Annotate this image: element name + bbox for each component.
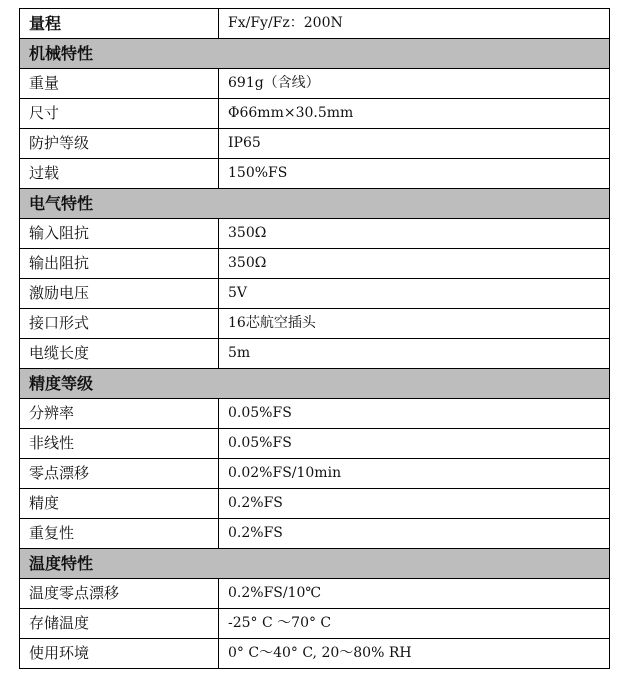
spec-row bbox=[20, 399, 610, 429]
spec-row bbox=[20, 639, 610, 669]
spec-label: 过载 bbox=[20, 159, 219, 189]
spec-value: 5V bbox=[219, 279, 610, 309]
spec-label: 激励电压 bbox=[20, 279, 219, 309]
section-header-row bbox=[20, 189, 610, 219]
spec-label: 非线性 bbox=[20, 429, 219, 459]
spec-row bbox=[20, 309, 610, 339]
spec-label: 尺寸 bbox=[20, 99, 219, 129]
spec-row bbox=[20, 339, 610, 369]
spec-row bbox=[20, 159, 610, 189]
spec-value: 350Ω bbox=[219, 249, 610, 279]
spec-row bbox=[20, 519, 610, 549]
section-title: 温度特性 bbox=[20, 549, 610, 579]
spec-label: 分辨率 bbox=[20, 399, 219, 429]
spec-row bbox=[20, 99, 610, 129]
spec-label: 零点漂移 bbox=[20, 459, 219, 489]
spec-label: 输出阻抗 bbox=[20, 249, 219, 279]
spec-row bbox=[20, 219, 610, 249]
spec-value: 16芯航空插头 bbox=[219, 309, 610, 339]
spec-row bbox=[20, 69, 610, 99]
spec-row bbox=[20, 429, 610, 459]
spec-value: 691g（含线） bbox=[219, 69, 610, 99]
section-title: 机械特性 bbox=[20, 39, 610, 69]
spec-value: 0.05%FS bbox=[219, 399, 610, 429]
section-title: 电气特性 bbox=[20, 189, 610, 219]
spec-value: 0.2%FS/10℃ bbox=[219, 579, 610, 609]
spec-value: Fx/Fy/Fz：200N bbox=[219, 9, 610, 39]
spec-value: 0° C～40° C, 20～80% RH bbox=[219, 639, 610, 669]
spec-row bbox=[20, 579, 610, 609]
spec-row bbox=[20, 279, 610, 309]
spec-row bbox=[20, 489, 610, 519]
spec-label: 存储温度 bbox=[20, 609, 219, 639]
spec-value: 5m bbox=[219, 339, 610, 369]
spec-value: 0.2%FS bbox=[219, 489, 610, 519]
spec-value: 0.02%FS/10min bbox=[219, 459, 610, 489]
spec-label: 量程 bbox=[20, 9, 219, 39]
spec-table bbox=[19, 8, 610, 669]
spec-label: 使用环境 bbox=[20, 639, 219, 669]
spec-row bbox=[20, 609, 610, 639]
section-header-row bbox=[20, 39, 610, 69]
spec-value: -25° C ～70° C bbox=[219, 609, 610, 639]
spec-label: 精度 bbox=[20, 489, 219, 519]
spec-value: 0.2%FS bbox=[219, 519, 610, 549]
spec-label: 防护等级 bbox=[20, 129, 219, 159]
spec-value: IP65 bbox=[219, 129, 610, 159]
spec-table-body bbox=[20, 9, 610, 669]
spec-label: 重复性 bbox=[20, 519, 219, 549]
spec-row bbox=[20, 249, 610, 279]
spec-value: 350Ω bbox=[219, 219, 610, 249]
spec-value: 150%FS bbox=[219, 159, 610, 189]
spec-value: 0.05%FS bbox=[219, 429, 610, 459]
section-header-row bbox=[20, 549, 610, 579]
spec-row bbox=[20, 9, 610, 39]
spec-label: 重量 bbox=[20, 69, 219, 99]
spec-value: Φ66mm×30.5mm bbox=[219, 99, 610, 129]
spec-row bbox=[20, 459, 610, 489]
spec-label: 输入阻抗 bbox=[20, 219, 219, 249]
section-header-row bbox=[20, 369, 610, 399]
spec-row bbox=[20, 129, 610, 159]
spec-label: 电缆长度 bbox=[20, 339, 219, 369]
spec-label: 接口形式 bbox=[20, 309, 219, 339]
spec-label: 温度零点漂移 bbox=[20, 579, 219, 609]
section-title: 精度等级 bbox=[20, 369, 610, 399]
